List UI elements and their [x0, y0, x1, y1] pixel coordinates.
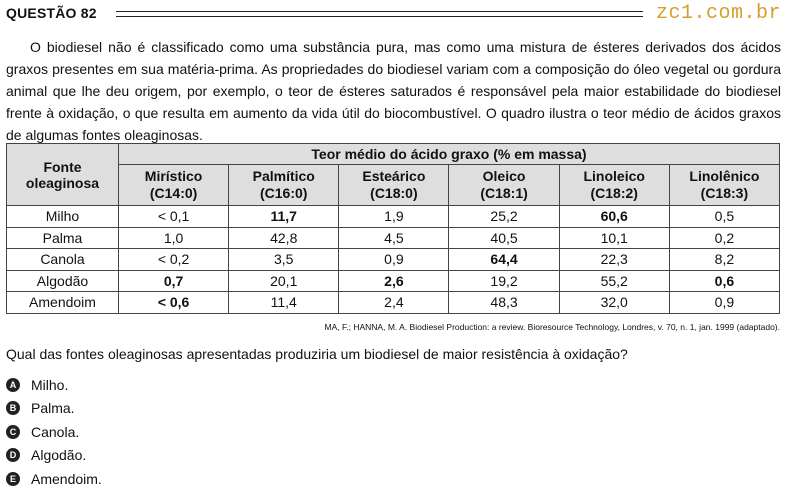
table-cell: 4,5 — [339, 227, 449, 249]
table-cell: 0,9 — [669, 292, 779, 314]
table-cell: 55,2 — [559, 270, 669, 292]
table-row — [7, 270, 780, 292]
table-cell: 20,1 — [229, 270, 339, 292]
table-cell: < 0,6 — [119, 292, 229, 314]
table-row — [7, 206, 780, 228]
option-c[interactable] — [6, 420, 102, 444]
watermark: zc1.com.br — [655, 2, 781, 25]
header-group: Teor médio do ácido graxo (% em massa) — [119, 144, 780, 165]
question-header — [6, 3, 781, 23]
row-label: Palma — [7, 227, 119, 249]
option-letter-badge: E — [6, 472, 20, 486]
header-estearico: Esteárico (C18:0) — [339, 165, 449, 206]
question-text: Qual das fontes oleaginosas apresentadas produziria um biodiesel de maior resistência à oxidação? — [6, 346, 628, 362]
table-cell: 64,4 — [449, 249, 559, 271]
option-d[interactable] — [6, 444, 102, 468]
table-cell: 22,3 — [559, 249, 669, 271]
option-text: Canola. — [31, 423, 80, 440]
header-oleico: Oleico (C18:1) — [449, 165, 559, 206]
header-linoleico: Linoleico (C18:2) — [559, 165, 669, 206]
table-cell: < 0,2 — [119, 249, 229, 271]
row-label: Amendoim — [7, 292, 119, 314]
row-label: Milho — [7, 206, 119, 228]
table-cell: 48,3 — [449, 292, 559, 314]
table-cell: 3,5 — [229, 249, 339, 271]
option-text: Algodão. — [31, 447, 87, 464]
table-row — [7, 249, 780, 271]
option-text: Milho. — [31, 376, 69, 393]
intro-paragraph: O biodiesel não é classificado como uma substância pura, mas como uma mistura de ésteres derivados dos ácidos graxos presentes em sua matéria-prima. As propriedades do biodiesel variam com a composição do óleo vegetal ou gordura animal que lhe deu origem, por exemplo, o teor de ésteres saturados é responsável pela maior estabilidade do biodiesel frente à oxidação, o que resulta em aumento da vida útil do biocombustível. O quadro ilustra o teor médio de ácidos graxos de algumas fontes oleaginosas. — [6, 39, 781, 143]
option-text: Amendoim. — [31, 470, 102, 487]
option-letter-badge: D — [6, 448, 20, 462]
header-miristico: Mirístico (C14:0) — [119, 165, 229, 206]
table-cell: 60,6 — [559, 206, 669, 228]
table-row — [7, 292, 780, 314]
option-b[interactable] — [6, 397, 102, 421]
table-cell: 11,4 — [229, 292, 339, 314]
table-cell: 0,9 — [339, 249, 449, 271]
table-cell: 32,0 — [559, 292, 669, 314]
table-cell: < 0,1 — [119, 206, 229, 228]
option-letter-badge: C — [6, 425, 20, 439]
table-cell: 1,9 — [339, 206, 449, 228]
row-label: Algodão — [7, 270, 119, 292]
table-cell: 42,8 — [229, 227, 339, 249]
option-letter-badge: B — [6, 401, 20, 415]
table-cell: 19,2 — [449, 270, 559, 292]
header-rule — [116, 11, 643, 17]
table-cell: 40,5 — [449, 227, 559, 249]
answer-options — [6, 373, 102, 491]
row-label: Canola — [7, 249, 119, 271]
header-palmitico: Palmítico (C16:0) — [229, 165, 339, 206]
table-cell: 25,2 — [449, 206, 559, 228]
table-cell: 0,7 — [119, 270, 229, 292]
table-cell: 0,6 — [669, 270, 779, 292]
table-cell: 2,6 — [339, 270, 449, 292]
table-cell: 10,1 — [559, 227, 669, 249]
table-cell: 11,7 — [229, 206, 339, 228]
table-cell: 2,4 — [339, 292, 449, 314]
question-number: QUESTÃO 82 — [6, 5, 97, 21]
header-linolenico: Linolênico (C18:3) — [669, 165, 779, 206]
fatty-acid-table — [6, 143, 780, 314]
option-letter-badge: A — [6, 378, 20, 392]
option-text: Palma. — [31, 400, 75, 417]
table-row — [7, 227, 780, 249]
header-fonte: Fonte oleaginosa — [7, 144, 119, 206]
table-cell: 0,5 — [669, 206, 779, 228]
source-citation: MA, F.; HANNA, M. A. Biodiesel Production: a review. Bioresource Technology, Londres, v. 70, n. 1, jan. 1999 (adaptado). — [324, 322, 780, 332]
table-cell: 0,2 — [669, 227, 779, 249]
table-cell: 1,0 — [119, 227, 229, 249]
option-a[interactable] — [6, 373, 102, 397]
table-cell: 8,2 — [669, 249, 779, 271]
